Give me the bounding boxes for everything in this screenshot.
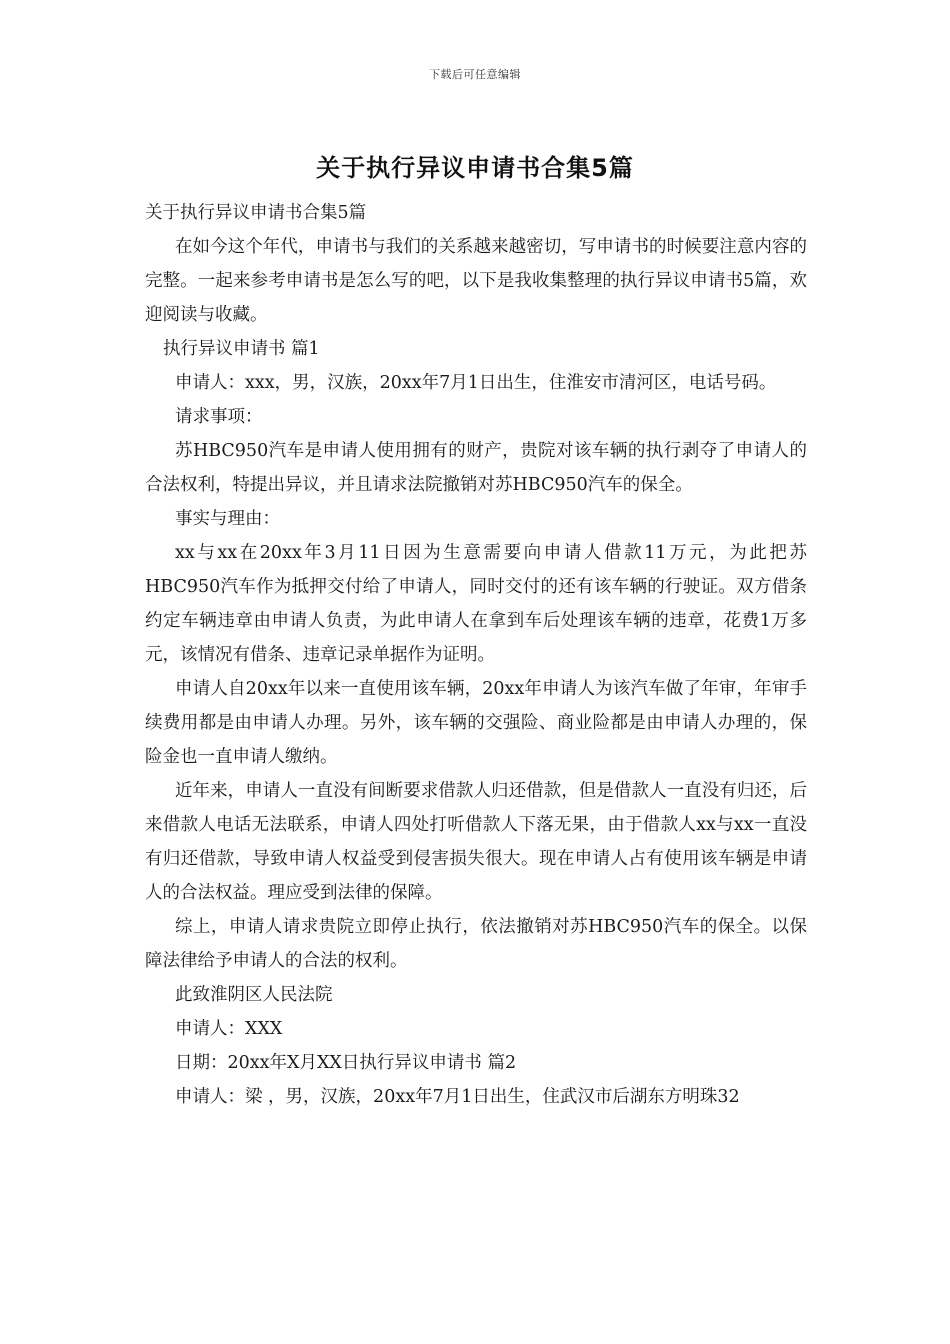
body-paragraph: 申请人：xxx，男，汉族，20xx年7月1日出生，住淮安市清河区，电话号码。: [175, 373, 777, 393]
body-paragraph: 申请人自20xx年以来一直使用该车辆，20xx年申请人为该汽车做了年审，年审手续费用都是由申请人办理。另外，该车辆的交强险、商业险都是由申请人办理的，保险金也一直申请人缴纳。: [145, 679, 807, 767]
body-paragraph: 事实与理由：: [175, 509, 280, 529]
body-paragraph: 执行异议申请书 篇1: [163, 339, 320, 359]
body-paragraph: 综上，申请人请求贵院立即停止执行，依法撤销对苏HBC950汽车的保全。以保障法律给予申请人的合法的权利。: [145, 917, 807, 971]
header-note: 下载后可任意编辑: [429, 68, 521, 81]
document-body: [145, 196, 807, 1114]
body-paragraph: 请求事项：: [175, 407, 263, 427]
body-paragraph: 申请人：XXX: [175, 1019, 283, 1039]
document-title: 关于执行异议申请书合集5篇: [316, 154, 634, 182]
body-paragraph: 日期：20xx年X月XX日执行异议申请书 篇2: [175, 1053, 517, 1073]
body-paragraph: xx与xx在20xx年3月11日因为生意需要向申请人借款11万元，为此把苏HBC950汽车作为抵押交付给了申请人，同时交付的还有该车辆的行驶证。双方借条约定车辆违章由申请人负责，为此申请人在拿到车后处理该车辆的违章，花费1万多元，该情况有借条、违章记录单据作为证明。: [145, 543, 807, 665]
body-paragraph: 苏HBC950汽车是申请人使用拥有的财产，贵院对该车辆的执行剥夺了申请人的合法权利，特提出异议，并且请求法院撤销对苏HBC950汽车的保全。: [145, 441, 807, 495]
body-paragraph: 关于执行异议申请书合集5篇: [145, 203, 367, 223]
body-paragraph: 此致淮阴区人民法院: [175, 985, 333, 1005]
body-paragraph: 近年来，申请人一直没有间断要求借款人归还借款，但是借款人一直没有归还，后来借款人电话无法联系，申请人四处打听借款人下落无果，由于借款人xx与xx一直没有归还借款，导致申请人权益受到侵害损失很大。现在申请人占有使用该车辆是申请人的合法权益。理应受到法律的保障。: [145, 781, 807, 903]
body-paragraph: 在如今这个年代，申请书与我们的关系越来越密切，写申请书的时候要注意内容的完整。一起来参考申请书是怎么写的吧，以下是我收集整理的执行异议申请书5篇，欢迎阅读与收藏。: [145, 237, 807, 325]
body-paragraph: 申请人：梁 ，男，汉族，20xx年7月1日出生，住武汉市后湖东方明珠32: [175, 1087, 740, 1107]
